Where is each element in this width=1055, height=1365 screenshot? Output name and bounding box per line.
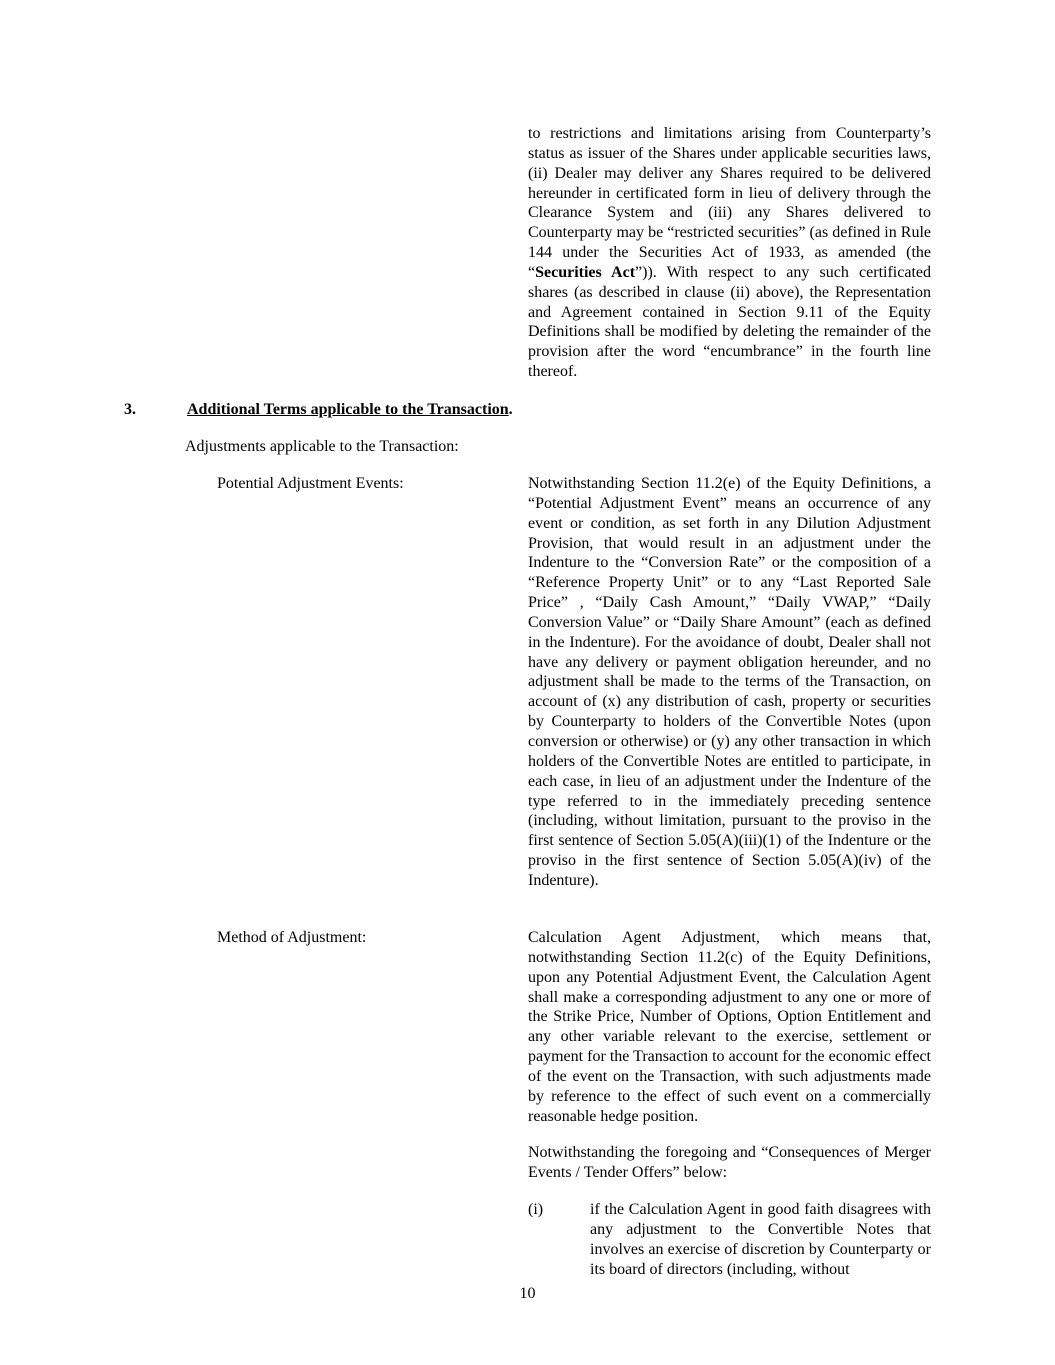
securities-act-term: Securities Act (535, 263, 636, 281)
list-item-number: (i) (528, 1201, 544, 1218)
adjustments-subheading: Adjustments applicable to the Transaction: (185, 438, 459, 455)
potential-adjustment-text (528, 474, 931, 891)
list-item (528, 1200, 931, 1280)
method-adjustment-label: Method of Adjustment: (217, 929, 367, 946)
potential-adjustment-paragraph: Notwithstanding Section 11.2(e) of the Equity Definitions, a “Potential Adjustment Event” means an occurrence of any event or condition, as set forth in any Dilution Adjustment Provision, that would result in an adjustment under the Indenture to the “Conversion Rate” or the composition of a “Reference Property Unit” or to any “Last Reported Sale Price” , “Daily Cash Amount,” “Daily VWAP,” “Daily Conversion Value” or “Daily Share Amount” (each as defined in the Indenture). For the avoidance of doubt, Dealer shall not have any delivery or payment obligation hereunder, and no adjustment shall be made to the terms of the Transaction, on account of (x) any distribution of cash, property or securities by Counterparty to holders of the Convertible Notes (upon conversion or otherwise) or (y) any other transaction in which holders of the Convertible Notes are entitled to participate, in each case, in lieu of an adjustment under the Indenture of the type referred to in the immediately preceding sentence (including, without limitation, pursuant to the proviso in the first sentence of Section 5.05(A)(iii)(1) of the Indenture or the proviso in the first sentence of Section 5.05(A)(iv) of the Indenture). (528, 475, 931, 889)
intro-paragraph (528, 124, 931, 382)
notwithstanding-block (528, 1143, 931, 1183)
section-title-period: . (508, 401, 513, 418)
method-adjustment-paragraph: Calculation Agent Adjustment, which means that, notwithstanding Section 11.2(c) of the Equity Definitions, upon any Potential Adjustment Event, the Calculation Agent shall make a corresponding adjustment to any one or more of the Strike Price, Number of Options, Option Entitlement and any other variable relevant to the exercise, settlement or payment for the Transaction to account for the economic effect of the event on the Transaction, with such adjustments made by reference to the effect of such event on a commercially reasonable hedge position. (528, 929, 931, 1125)
intro-text-part2: ”)). With respect to any such certificated shares (as described in clause (ii) above), the Representation and Agreement contained in Section 9.11 of the Equity Definitions shall be modified by deleting the remainder of the provision after the word “encumbrance” in the fourth line thereof. (528, 263, 931, 381)
page-number: 10 (519, 1285, 536, 1302)
list-item-text: if the Calculation Agent in good faith disagrees with any adjustment to the Convertible Notes that involves an exercise of discretion by Counterparty or its board of directors (including, without (590, 1201, 931, 1278)
notwithstanding-paragraph: Notwithstanding the foregoing and “Consequences of Merger Events / Tender Offers” below: (528, 1144, 931, 1181)
method-adjustment-text (528, 928, 931, 1126)
section-number: 3. (124, 401, 136, 418)
potential-adjustment-label: Potential Adjustment Events: (217, 475, 404, 492)
intro-text-part1: to restrictions and limitations arising from Counterparty’s status as issuer of the Shares under applicable securities laws, (ii) Dealer may deliver any Shares required to be delivered hereunder in certificated form in lieu of delivery through the Clearance System and (iii) any Shares delivered to Counterparty may be “restricted securities” (as defined in Rule 144 under the Securities Act of 1933, as amended (the “ (528, 125, 931, 281)
section-title (187, 400, 513, 420)
section-title-text: Additional Terms applicable to the Transaction (187, 401, 509, 418)
